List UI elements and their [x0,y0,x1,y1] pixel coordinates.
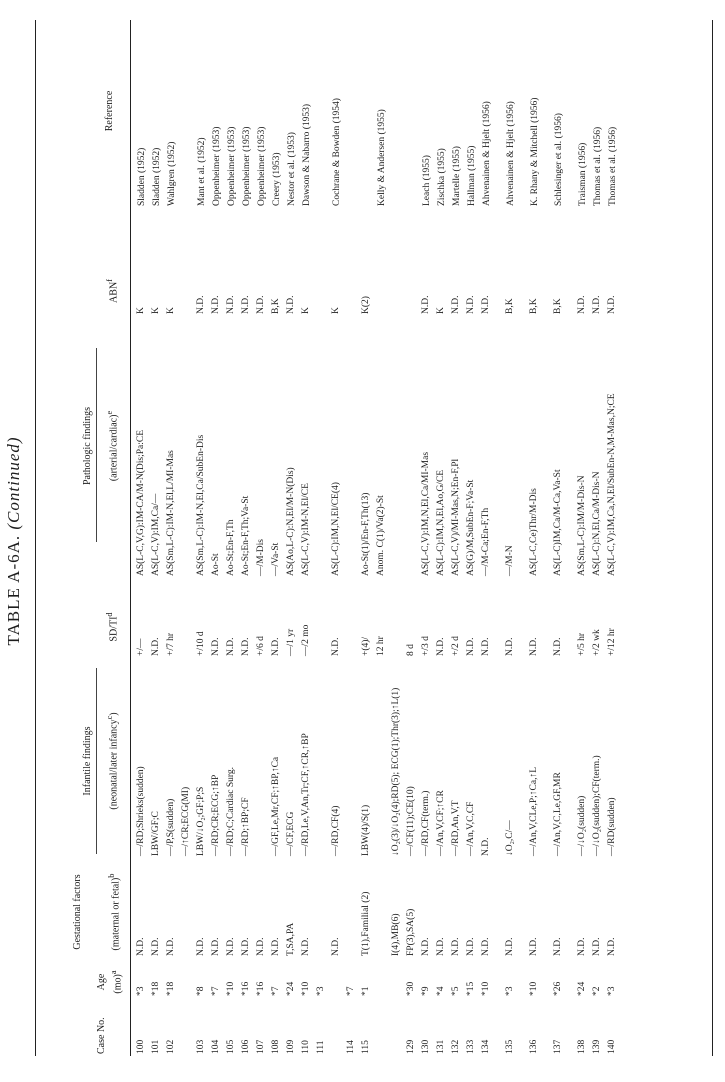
cell-case: 108 [271,1039,281,1054]
cell-gest: T,SA,PA [286,922,296,956]
header-path-sup: e [105,410,114,415]
table-row [575,16,590,1056]
cell-path: Ao-St;En-F,Th [226,519,236,576]
cell-gest: N.D. [196,937,206,956]
cell-gest: N.D. [211,937,221,956]
cell-path: Ao-St(1)/En-F,Th(13) [361,492,371,576]
cell-age: *18 [166,981,176,996]
cell-age: *18 [151,981,161,996]
header-inf-sup: c [105,715,114,720]
table-row [239,16,254,1056]
table-row [503,16,527,1056]
header-age-sup: a [109,970,118,975]
cell-age: *30 [406,981,416,996]
cell-path: AS(L-C)IM,Ca/M-Ca,Va-St [553,469,563,576]
cell-path: AS(Ao,L-C):N,El/M-N(Dis) [286,467,296,576]
cell-abn: N.D. [481,295,491,314]
cell-age: *24 [286,981,296,996]
cell-ref: Thomas et al. (1956) [593,126,603,206]
table-row [164,16,179,1056]
cell-path: AS(L-C):N,El,Ca/M-Dis-N [592,471,602,576]
cell-path: Ao-St [211,553,221,576]
cell-gest: N.D. [577,937,587,956]
cell-ref: Mant et al. (1952) [197,137,207,206]
cell-path: AS(Sm,L-C):IM/M-Dis-N [577,475,587,576]
cell-case: 137 [553,1039,563,1054]
header-case: Case No. [96,1017,107,1054]
cell-age: *9 [421,986,431,996]
cell-gest: N.D. [421,937,431,956]
header-gest-sup: b [107,873,116,878]
cell-path: AS(L-C):IM,N,El,Ao,G/CE [436,469,446,576]
cell-case: 105 [226,1039,236,1054]
cell-case: 104 [211,1039,221,1054]
cell-age: *3 [607,986,617,996]
cell-gest: N.D. [553,937,563,956]
cell-age: *8 [196,986,206,996]
cell-abn: N.D. [577,295,587,314]
cell-inf: —/RD;↑BP;CF [241,797,251,856]
cell-inf: —/RD;CR;ECG;↑BP [211,774,221,856]
cell-sd: +/2 wk [592,629,602,656]
cell-sd: N.D. [505,637,515,656]
cell-inf: —/RD(sudden) [607,797,617,856]
cell-sd: N.D. [151,637,161,656]
cell-path: AS(L-C,V):IM-N,El/CE [301,483,311,576]
cell-ref: Oppenheimer (1953) [257,126,267,206]
cell-gest: N.D. [529,937,539,956]
table-row [551,16,575,1056]
cell-path: AS(L-C,V)/MI-Mas,N;En-F,Pl [451,458,461,576]
cell-sd: N.D. [211,637,221,656]
cell-ref: Hallman (1955) [467,145,477,206]
cell-ref: Traisman (1956) [578,142,588,206]
cell-gest: N.D. [451,937,461,956]
cell-abn: K [136,307,146,314]
cell-abn: K(2) [361,296,371,314]
cell-case: 139 [592,1039,602,1054]
cell-sd: +/5 hr [577,632,587,656]
cell-inf: —/GF,Le,Mr,CF;↑BP,↑Ca [271,756,281,856]
cell-age: *1 [361,986,371,996]
cell-abn: B,K [529,298,539,314]
cell-inf: —/CF,ECG [286,811,296,856]
cell-ref: Oppenheimer (1953) [227,126,237,206]
table-row [479,16,503,1056]
cell-age: *7 [346,986,356,996]
cell-gest: N.D. [226,937,236,956]
cell-path: AS(Sm,L-C):IM-N,El,L/MI-Mas [166,450,176,576]
caption-title: TABLE A-6A. [4,534,23,646]
cell-inf: —/↓O₂(sudden);CF(term.) [592,755,602,856]
table-row [179,16,194,1056]
cell-gest: N.D. [607,937,617,956]
cell-path: AS(L-C,Ce)Thr/M-Dis [529,488,539,576]
cell-ref: Martelle (1955) [452,146,462,206]
cell-sd: 12 hr [376,636,386,656]
cell-inf: —/RD;Shrieks(sudden) [136,766,146,856]
cell-case: 111 [316,1040,326,1054]
header-path-rule [96,348,97,542]
cell-age: *5 [451,986,461,996]
cell-gest: N.D. [256,937,266,956]
cell-sd: N.D. [226,637,236,656]
cell-gest: FP(3),SA(5) [406,908,416,956]
header-path-bottom [104,316,120,576]
cell-case: 114 [346,1040,356,1054]
cell-abn: K [151,307,161,314]
table-row [254,16,269,1056]
cell-ref: Oppenheimer (1953) [212,126,222,206]
cell-ref: Ahvenainen & Hjelt (1956) [482,101,492,206]
cell-ref: Kelly & Andersen (1955) [377,109,387,206]
table-row [359,16,374,1056]
cell-path: Anom. C(1)/Va(2)-St [376,495,386,576]
cell-inf: —/An,V,C,CF [466,801,476,856]
cell-inf: —/An,V,C,Le,GF,MR [553,772,563,856]
cell-age: *16 [256,981,266,996]
header-inf-top: Infantile findings [82,726,93,796]
cell-sd: +/6 d [256,636,266,656]
cell-gest: N.D. [466,937,476,956]
cell-inf: N.D. [481,837,491,856]
header-inf-bottom: (neonatal/later infancy$^c$) [105,712,120,810]
cell-age: *7 [211,986,221,996]
cell-inf: —/RD;C;Cardiac Surg. [226,766,236,856]
cell-case: 132 [451,1039,461,1054]
cell-inf: —/RD,Le,V,An,Tr;CF,↑CR,↑BP [301,733,311,856]
table-row [224,16,239,1056]
table-row [434,16,449,1056]
cell-case: 140 [607,1039,617,1054]
header-sd [104,592,120,662]
header-age-text: Age (mo) [96,973,124,994]
table-row [464,16,479,1056]
table-caption [4,0,34,1082]
cell-abn: N.D. [286,295,296,314]
cell-age: *10 [481,981,491,996]
cell-sd: —/1 yr [286,628,296,656]
header-sd-text: SD/TI [108,616,120,642]
cell-abn: N.D. [241,295,251,314]
cell-sd: 8 d [406,644,416,656]
cell-age: *10 [529,981,539,996]
cell-inf: —/P,S(sudden) [166,798,176,856]
cell-sd: —/2 mo [301,624,311,656]
cell-age: *10 [226,981,236,996]
cell-age: *26 [553,981,563,996]
table-row [419,16,434,1056]
cell-case: 134 [481,1039,491,1054]
table-row [299,16,314,1056]
cell-age: *24 [577,981,587,996]
table-row [314,16,329,1056]
cell-inf: ↓O₂(3)/↓O₂(4);RD(5); ECG(1);Thr(3);↑L(1) [391,687,401,856]
cell-inf: —/CF(11);CE(10) [406,786,416,856]
bottom-rule [712,20,713,1056]
cell-inf: LBW/GF;C [151,811,161,856]
table-row [344,16,359,1056]
caption-suffix: (Continued) [4,436,23,530]
cell-path: AS(L-C):IM,N,El/CE(4) [331,482,341,576]
cell-gest: N.D. [331,937,341,956]
cell-sd: N.D. [271,637,281,656]
table-body [134,16,620,1056]
cell-ref: Nestor et al. (1953) [287,132,297,206]
top-rule [35,20,36,1056]
cell-ref: Thomas et al. (1956) [608,126,618,206]
cell-case: 133 [466,1039,476,1054]
header-abn [104,268,120,314]
cell-sd: N.D. [481,637,491,656]
cell-path: —/M-N [505,545,515,576]
cell-abn: K [331,307,341,314]
cell-ref: Schlesinger et al. (1956) [554,113,564,206]
cell-ref: Sladden (1952) [137,147,147,206]
cell-abn: N.D. [466,295,476,314]
cell-abn: B,K [271,298,281,314]
cell-abn: N.D. [196,295,206,314]
table-row [329,16,344,1056]
cell-path: AS(L-C,V):IM,N,El,Ca/MI-Mas [421,451,431,576]
cell-sd: N.D. [466,637,476,656]
cell-abn: K [436,307,446,314]
header-gest-bottom-text: (maternal or fetal) [110,877,122,951]
cell-ref: Dawson & Nabarro (1953) [302,103,312,206]
cell-inf: —/An,V,CF;↑CR [436,790,446,856]
cell-case: 110 [301,1040,311,1054]
cell-inf: —/An,V,CLe,P;↑Ca,↑L [529,766,539,856]
header-abn-sup: f [105,279,114,282]
table-row [134,16,149,1056]
cell-gest: N.D. [505,937,515,956]
cell-gest: N.D. [241,937,251,956]
cell-age: *15 [466,981,476,996]
cell-inf: —/↑CR;ECG(MI) [181,786,191,856]
cell-ref: Wahlgren (1952) [167,141,177,206]
table-row [149,16,164,1056]
cell-case: 129 [406,1039,416,1054]
cell-inf: —/RD,CF(4) [331,805,341,856]
table-row [269,16,284,1056]
header-path-bottom-text: (arterial/cardiac) [108,414,120,482]
cell-case: 106 [241,1039,251,1054]
cell-case: 138 [577,1039,587,1054]
cell-sd: +(4)/ [361,636,371,656]
cell-sd: N.D. [553,637,563,656]
header-gest-top: Gestational factors [72,874,83,950]
cell-ref: Oppenheimer (1953) [242,126,252,206]
cell-abn: K [301,307,311,314]
cell-case: 101 [151,1039,161,1054]
header-inf-bottom-text: (neonatal/later infancy [108,719,120,810]
cell-path: —/M-Ca;En-F,Th [481,507,491,576]
table-row [449,16,464,1056]
cell-path: —/Va-St [271,542,281,576]
cell-ref: Leach (1955) [422,155,432,206]
cell-inf: LBW/↓O₂;GF;P;S [196,786,206,856]
cell-ref: Ahvenainen & Hjelt (1956) [506,101,516,206]
cell-path: AS(L-C,V):IM,Ca,N,El/SubEn-N,M-Mas,N;CE [607,393,617,576]
cell-sd: N.D. [241,637,251,656]
cell-gest: I(4),MB(6) [391,913,401,956]
cell-case: 135 [505,1039,515,1054]
cell-sd: N.D. [529,637,539,656]
table-row [194,16,209,1056]
cell-case: 131 [436,1039,446,1054]
cell-gest: N.D. [592,937,602,956]
cell-age: *2 [592,986,602,996]
cell-abn: N.D. [421,295,431,314]
cell-age: *3 [505,986,515,996]
table-row [284,16,299,1056]
cell-sd: +/3 d [421,636,431,656]
header-abn-text: ABN [108,281,120,303]
cell-ref: Cochrane & Bowden (1954) [332,98,342,206]
cell-sd: +/2 d [451,636,461,656]
cell-sd: N.D. [331,637,341,656]
cell-ref: Creery (1953) [272,152,282,206]
cell-ref: K. Rhany & Mitchell (1956) [530,97,540,206]
cell-gest: N.D. [301,937,311,956]
cell-gest: T(1),Familial (2) [361,891,371,956]
table-row [590,16,605,1056]
cell-age: *7 [271,986,281,996]
cell-abn: N.D. [607,295,617,314]
header-age [96,962,124,1002]
header-sd-sup: d [105,612,114,617]
cell-abn: N.D. [451,295,461,314]
cell-age: *3 [316,986,326,996]
cell-inf: —/↓O₂(sudden) [577,795,587,856]
cell-gest: N.D. [271,937,281,956]
header-path-top: Pathologic findings [82,406,93,486]
cell-path: Ao-St;En-F,Th;Va-St [241,495,251,576]
cell-path: —/M-Dis [256,539,266,576]
cell-inf: —/RD,CF(term.) [421,790,431,856]
cell-abn: N.D. [226,295,236,314]
table-row [527,16,551,1056]
cell-sd: +/7 hr [166,632,176,656]
cell-case: 102 [166,1039,176,1054]
header-inf-rule [96,668,97,854]
table-row [605,16,620,1056]
cell-abn: B,K [505,298,515,314]
cell-gest: N.D. [151,937,161,956]
cell-path: AS(L-C,V):IM,Ca/— [151,493,161,576]
table-row [404,16,419,1056]
cell-abn: N.D. [592,295,602,314]
cell-abn: B,K [553,298,563,314]
cell-gest: N.D. [166,937,176,956]
table-row [389,16,404,1056]
cell-case: 109 [286,1039,296,1054]
cell-case: 136 [529,1039,539,1054]
cell-abn: K [166,307,176,314]
cell-sd: N.D. [436,637,446,656]
cell-sd: +/— [136,638,146,656]
cell-inf: LBW(4)/S(1) [361,804,371,856]
header-ref: Reference [104,90,115,132]
header-rule [130,20,131,1056]
cell-gest: N.D. [436,937,446,956]
cell-age: *4 [436,986,446,996]
cell-ref: Sladden (1952) [152,147,162,206]
table-row [374,16,389,1056]
cell-path: AS(G)/M,SubEn-F;Va-St [466,479,476,576]
cell-path: AS(L-C,V,G):IM-CA/M-N(Dis;Pa:CE [136,429,146,576]
cell-age: *10 [301,981,311,996]
cell-gest: N.D. [481,937,491,956]
cell-path: AS(Sm,L-C):IM-N,El,Ca/SubEn-Dis [196,434,206,576]
cell-case: 100 [136,1039,146,1054]
header-gest-bottom [106,866,122,958]
cell-case: 115 [361,1040,371,1054]
cell-ref: Zischka (1955) [437,148,447,206]
cell-sd: +/12 hr [607,628,617,656]
cell-abn: N.D. [256,295,266,314]
cell-inf: ↓O₂,C/— [505,820,515,856]
cell-inf: —/RD,An,V,T [451,800,461,856]
cell-age: *16 [241,981,251,996]
cell-age: *3 [136,986,146,996]
cell-sd: +/10 d [196,631,206,656]
cell-case: 130 [421,1039,431,1054]
cell-case: 107 [256,1039,266,1054]
cell-abn: N.D. [211,295,221,314]
cell-gest: N.D. [136,937,146,956]
cell-case: 103 [196,1039,206,1054]
table-row [209,16,224,1056]
